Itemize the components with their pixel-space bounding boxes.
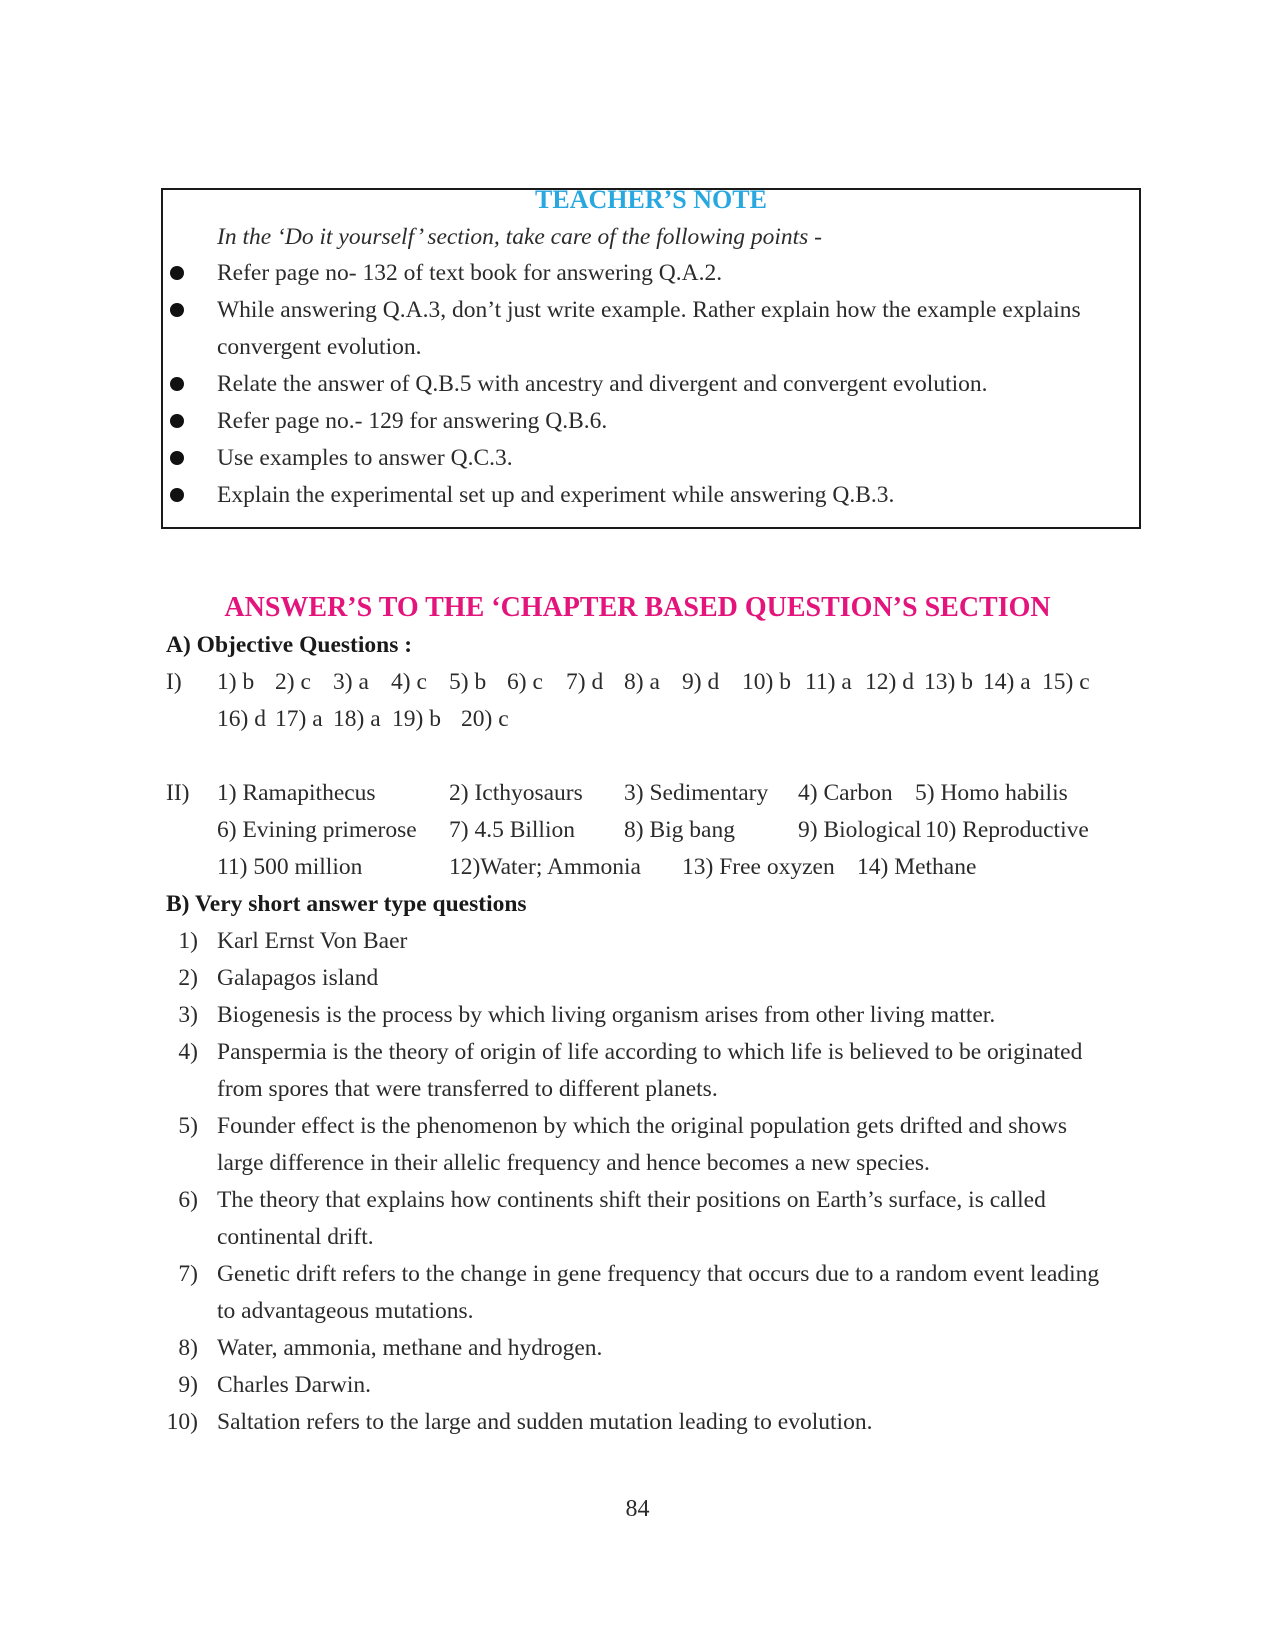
short-answer: Biogenesis is the process by which living organism arises from other living matter. — [217, 1002, 996, 1028]
answer-number: 1) — [178, 928, 198, 954]
short-answer: Founder effect is the phenomenon by which the original population gets drifted and shows — [217, 1113, 1067, 1139]
bullet-icon — [170, 451, 184, 465]
objective-answer: 2) c — [275, 669, 311, 695]
fill-answer: 11) 500 million — [217, 854, 363, 880]
fill-answer: 9) Biological — [798, 817, 922, 843]
answer-number: 4) — [178, 1039, 198, 1065]
fill-answer: 10) Reproductive — [925, 817, 1089, 843]
short-answer: The theory that explains how continents shift their positions on Earth’s surface, is called — [217, 1187, 1046, 1213]
short-answer: Saltation refers to the large and sudden mutation leading to evolution. — [217, 1409, 873, 1435]
objective-answer: 7) d — [566, 669, 604, 695]
short-answer: Panspermia is the theory of origin of life according to which life is believed to be originated — [217, 1039, 1083, 1065]
objective-answer: 3) a — [333, 669, 369, 695]
teacher-note-point: Relate the answer of Q.B.5 with ancestry and divergent and convergent evolution. — [217, 371, 988, 397]
fill-answer: 2) Icthyosaurs — [449, 780, 583, 806]
fill-answer: 6) Evining primerose — [217, 817, 417, 843]
teacher-note-point: Refer page no.- 129 for answering Q.B.6. — [217, 408, 608, 434]
objective-answer: 14) a — [983, 669, 1031, 695]
answer-number: 5) — [178, 1113, 198, 1139]
teacher-note-point: While answering Q.A.3, don’t just write example. Rather explain how the example explains — [217, 297, 1081, 323]
part-ii-label: II) — [166, 780, 190, 806]
answer-number: 6) — [178, 1187, 198, 1213]
teacher-note-point: Use examples to answer Q.C.3. — [217, 445, 513, 471]
short-answer-continued: to advantageous mutations. — [217, 1298, 474, 1324]
objective-answer: 11) a — [805, 669, 852, 695]
fill-answer: 7) 4.5 Billion — [449, 817, 575, 843]
objective-answer: 17) a — [275, 706, 323, 732]
section-b-heading: B) Very short answer type questions — [166, 891, 527, 917]
objective-answer: 1) b — [217, 669, 255, 695]
fill-answer: 3) Sedimentary — [624, 780, 769, 806]
objective-answer: 9) d — [682, 669, 720, 695]
bullet-icon — [170, 266, 184, 280]
fill-answer: 8) Big bang — [624, 817, 735, 843]
objective-answer: 6) c — [507, 669, 543, 695]
fill-answer: 14) Methane — [857, 854, 977, 880]
page-number: 84 — [625, 1496, 650, 1522]
answer-number: 10) — [166, 1409, 198, 1435]
objective-answer: 5) b — [449, 669, 487, 695]
short-answer: Charles Darwin. — [217, 1372, 372, 1398]
short-answer: Genetic drift refers to the change in gene frequency that occurs due to a random event leading — [217, 1261, 1100, 1287]
short-answer: Galapagos island — [217, 965, 379, 991]
short-answer-continued: large difference in their allelic frequency and hence becomes a new species. — [217, 1150, 930, 1176]
objective-answer: 16) d — [217, 706, 266, 732]
answer-number: 8) — [178, 1335, 198, 1361]
fill-answer: 5) Homo habilis — [915, 780, 1068, 806]
bullet-icon — [170, 377, 184, 391]
fill-answer: 12)Water; Ammonia — [449, 854, 641, 880]
section-a-heading: A) Objective Questions : — [166, 632, 413, 658]
teacher-note-title: TEACHER’S NOTE — [535, 185, 767, 214]
teacher-note-point-continued: convergent evolution. — [217, 334, 422, 360]
objective-answer: 18) a — [333, 706, 381, 732]
objective-answer: 12) d — [865, 669, 914, 695]
short-answer: Water, ammonia, methane and hydrogen. — [217, 1335, 603, 1361]
teacher-note-intro: In the ‘Do it yourself’ section, take care of the following points - — [217, 224, 822, 250]
answer-number: 2) — [178, 965, 198, 991]
objective-answer: 10) b — [742, 669, 791, 695]
answer-number: 9) — [178, 1372, 198, 1398]
answer-number: 7) — [178, 1261, 198, 1287]
fill-answer: 1) Ramapithecus — [217, 780, 376, 806]
short-answer-continued: continental drift. — [217, 1224, 374, 1250]
bullet-icon — [170, 488, 184, 502]
short-answer-continued: from spores that were transferred to different planets. — [217, 1076, 718, 1102]
bullet-icon — [170, 303, 184, 317]
objective-answer: 4) c — [391, 669, 427, 695]
objective-answer: 19) b — [392, 706, 441, 732]
fill-answer: 4) Carbon — [798, 780, 893, 806]
objective-answer: 13) b — [924, 669, 973, 695]
answers-title: ANSWER’S TO THE ‘CHAPTER BASED QUESTION’S SECTION — [224, 592, 1051, 623]
teacher-note-point: Explain the experimental set up and experiment while answering Q.B.3. — [217, 482, 895, 508]
objective-answer: 20) c — [461, 706, 509, 732]
short-answer: Karl Ernst Von Baer — [217, 928, 408, 954]
part-i-label: I) — [166, 669, 182, 695]
teacher-note-point: Refer page no- 132 of text book for answering Q.A.2. — [217, 260, 723, 286]
fill-answer: 13) Free oxyzen — [682, 854, 835, 880]
bullet-icon — [170, 414, 184, 428]
answer-number: 3) — [178, 1002, 198, 1028]
objective-answer: 8) a — [624, 669, 660, 695]
objective-answer: 15) c — [1042, 669, 1090, 695]
